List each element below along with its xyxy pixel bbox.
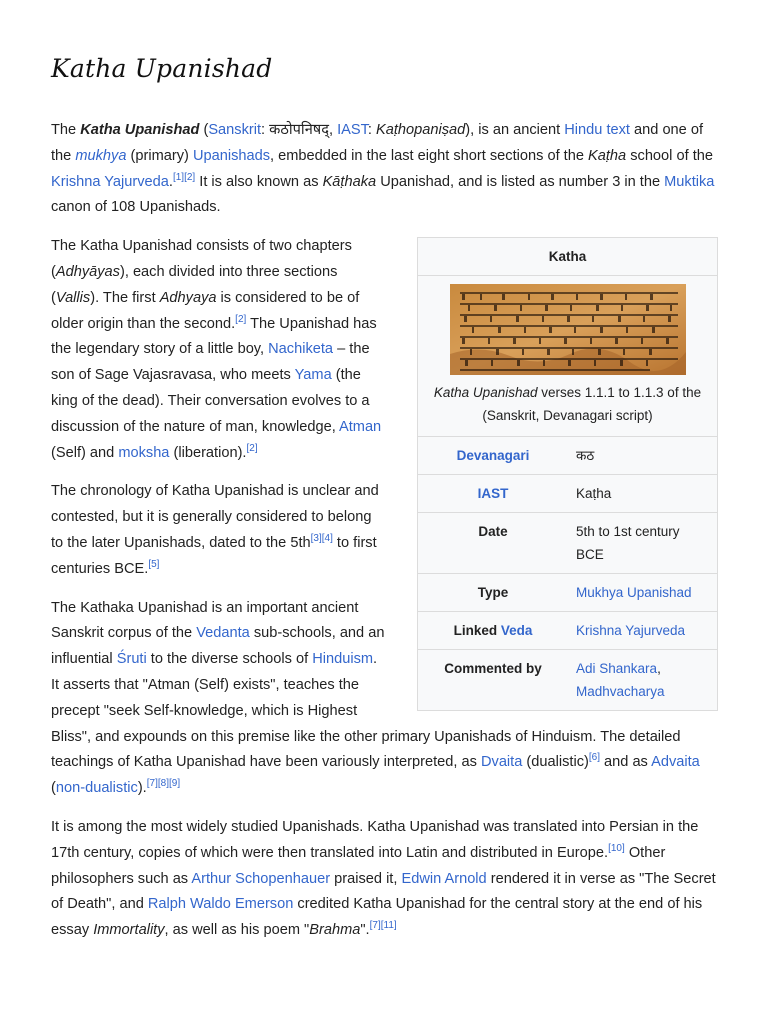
text: Upanishad, and is listed as number 3 in the xyxy=(376,173,665,190)
ref-3[interactable]: [3] xyxy=(310,533,322,545)
text: to first centuries BCE. xyxy=(51,534,377,577)
text: – the son of Sage Vajasravasa, who meets xyxy=(51,341,370,384)
ref-8[interactable]: [8] xyxy=(157,778,169,790)
link-moksha[interactable]: moksha xyxy=(118,444,170,461)
link-veda[interactable]: Veda xyxy=(500,623,533,639)
adhyaya-italic: Adhyaya xyxy=(159,289,217,306)
link-sanskrit[interactable]: Sanskrit xyxy=(208,122,262,138)
ref-2[interactable]: [2] xyxy=(235,313,247,325)
page-title: Katha Upanishad xyxy=(51,54,273,83)
text: It is also known as xyxy=(195,173,323,190)
reception-paragraph xyxy=(51,815,718,944)
text: (the king of the dead). Their conversation evolves to a discussion of the nature of man, knowledge, xyxy=(51,367,370,435)
link-sruti[interactable]: Śruti xyxy=(116,651,147,668)
infobox-row-devanagari xyxy=(418,437,717,475)
infobox-value-date: 5th to 1st century BCE xyxy=(576,524,680,563)
text: , embedded in the last eight short sections of the xyxy=(270,147,589,164)
separator: , xyxy=(657,661,661,677)
caption-text: verses 1.1.1 to 1.1.3 of the (Sanskrit, Devanagari script) xyxy=(482,385,702,424)
text: The xyxy=(51,122,81,138)
vallis-italic: Vallis xyxy=(55,289,91,306)
ref-7[interactable]: [7] xyxy=(369,920,381,932)
ref-9[interactable]: [9] xyxy=(168,778,181,790)
text: ), each divided into three sections ( xyxy=(51,263,338,306)
infobox-label-iast xyxy=(418,475,568,512)
text: (primary) xyxy=(126,147,193,164)
caption-italic: Katha Upanishad xyxy=(433,385,538,401)
text: canon of 108 Upanishads. xyxy=(51,199,221,216)
text: ), is an ancient xyxy=(465,122,565,138)
ref-2[interactable]: [2] xyxy=(184,171,196,183)
link-edwin-arnold[interactable]: Edwin Arnold xyxy=(401,870,487,887)
infobox-title: Katha xyxy=(418,238,717,276)
link-krishna-yajurveda-infobox[interactable]: Krishna Yajurveda xyxy=(576,623,686,639)
text: praised it, xyxy=(330,870,402,887)
text: : xyxy=(367,122,377,138)
link-dvaita[interactable]: Dvaita xyxy=(480,754,523,771)
text: ( xyxy=(199,122,209,138)
infobox-row-linked-veda xyxy=(418,612,717,650)
ref-7[interactable]: [7] xyxy=(146,778,158,790)
adhyayas-italic: Adhyāyas xyxy=(55,263,120,280)
ref-1[interactable]: [1] xyxy=(172,171,185,183)
immortality-italic: Immortality xyxy=(93,922,165,939)
text: It is among the most widely studied Upanishads. Katha Upanishad was translated into Persian in the 17th century, copies of which were then translated into Latin and distributed in Europe. xyxy=(51,818,699,861)
infobox-label-date: Date xyxy=(478,524,508,540)
infobox-image-section xyxy=(418,276,717,437)
infobox-label-linked-veda xyxy=(418,612,568,649)
text: is considered to be of older origin than the second. xyxy=(51,289,360,332)
ref-11[interactable]: [11] xyxy=(380,920,397,932)
link-vedanta[interactable]: Vedanta xyxy=(196,625,250,642)
link-hinduism[interactable]: Hinduism xyxy=(312,651,374,668)
label-prefix: Linked xyxy=(453,623,501,639)
text: The Katha Upanishad consists of two chapters ( xyxy=(51,238,352,280)
link-atman[interactable]: Atman xyxy=(339,418,382,435)
link-yama[interactable]: Yama xyxy=(294,367,332,384)
link-adi-shankara[interactable]: Adi Shankara xyxy=(576,661,658,677)
infobox-row-iast xyxy=(418,475,717,513)
link-iast[interactable]: IAST xyxy=(337,122,368,138)
ref-5[interactable]: [5] xyxy=(148,558,160,570)
infobox-label-commented-by: Commented by xyxy=(444,661,542,677)
infobox-value-iast: Kaṭha xyxy=(576,486,612,502)
infobox-value-linked-veda xyxy=(568,612,716,649)
article-name: Katha Upanishad xyxy=(80,122,200,138)
text: sub-schools, and an influential xyxy=(51,625,385,668)
katha-italic: Kaṭha xyxy=(588,147,627,164)
text: : कठोपनिषद्, xyxy=(261,122,338,138)
brahma-italic: Brahma xyxy=(309,922,361,939)
link-devanagari[interactable]: Devanagari xyxy=(456,448,530,464)
kathaka-italic: Kāṭhaka xyxy=(322,173,377,190)
link-nachiketa[interactable]: Nachiketa xyxy=(268,341,334,358)
ref-10[interactable]: [10] xyxy=(608,842,625,854)
infobox-row-date xyxy=(418,513,717,574)
infobox-value-devanagari: कठ xyxy=(576,448,595,464)
link-non-dualistic[interactable]: non-dualistic xyxy=(55,780,138,797)
ref-4[interactable]: [4] xyxy=(321,533,333,545)
text: The chronology of Katha Upanishad is unclear and contested, but it is generally considered to belong to the later Upanishads, dated to the 5th xyxy=(51,483,379,551)
text: to the diverse schools of xyxy=(146,651,313,668)
infobox-label-type: Type xyxy=(477,585,509,601)
text: ). The first xyxy=(90,289,160,306)
ref-6[interactable]: [6] xyxy=(588,752,600,764)
infobox-caption xyxy=(428,381,707,427)
text: ( xyxy=(51,780,56,797)
text: ). xyxy=(137,780,147,797)
text: credited Katha Upanishad for the central story at the end of his essay xyxy=(51,896,703,939)
infobox-row-type xyxy=(418,574,717,612)
iast-name: Kaṭhopaniṣad xyxy=(376,122,466,138)
text: (liberation). xyxy=(169,444,247,461)
text: (dualistic) xyxy=(522,754,589,771)
article-body xyxy=(51,118,718,957)
text: school of the xyxy=(626,147,713,164)
infobox xyxy=(417,237,718,711)
intro-paragraph: The Katha Upanishad (Sanskrit: कठोपनिषद्, IAST: Kaṭhopaniṣad), is an ancient Hindu text and one of the mukhya (primary) Upanishads, embedded in the last eight short sections of the Kaṭha school of the Krishna Yajurveda.[1][2] It is also known as Kāṭhaka Upanishad, and is listed as number 3 in the Muktika canon of 108 Upanishads. xyxy=(51,122,715,216)
infobox-value-type xyxy=(568,574,716,611)
link-hindu-text[interactable]: Hindu text xyxy=(564,122,630,138)
link-ralph-waldo-emerson[interactable]: Ralph Waldo Emerson xyxy=(147,896,294,913)
link-madhvacharya[interactable]: Madhvacharya xyxy=(576,684,665,700)
text: . It asserts that "Atman (Self) exists", teaches the precept "seek Self-knowledge, which is Highest Bliss", and expounds on this premise like the other primary Upanishads of Hinduism. The detailed teachings of Katha Upanishad have been variously interpreted, as xyxy=(51,651,681,771)
link-upanishads[interactable]: Upanishads xyxy=(192,147,271,164)
link-iast-infobox[interactable]: IAST xyxy=(477,486,509,502)
text: , as well as his poem " xyxy=(164,922,310,939)
manuscript-image[interactable] xyxy=(450,284,686,375)
text: The Upanishad has the legendary story of a little boy, xyxy=(51,315,377,358)
text: and one of the xyxy=(51,122,704,164)
text: rendered it in verse as "The Secret of Death", and xyxy=(51,870,716,913)
link-arthur-schopenhauer[interactable]: Arthur Schopenhauer xyxy=(191,870,331,887)
infobox-value-commented-by xyxy=(568,650,716,710)
text: Other philosophers such as xyxy=(51,844,666,887)
infobox-label-devanagari xyxy=(418,437,568,474)
link-muktika[interactable]: Muktika xyxy=(664,173,715,190)
link-advaita[interactable]: Advaita xyxy=(651,754,700,771)
infobox-row-commented-by xyxy=(418,650,717,710)
text: (Self) and xyxy=(51,444,119,461)
link-krishna-yajurveda[interactable]: Krishna Yajurveda xyxy=(51,173,169,190)
text: and as xyxy=(599,754,652,771)
link-mukhya[interactable]: mukhya xyxy=(75,147,127,164)
text: ". xyxy=(360,922,370,939)
link-mukhya-upanishad[interactable]: Mukhya Upanishad xyxy=(576,585,692,601)
ref-2[interactable]: [2] xyxy=(246,442,258,454)
text: The Kathaka Upanishad is an important ancient Sanskrit corpus of the xyxy=(51,599,359,642)
